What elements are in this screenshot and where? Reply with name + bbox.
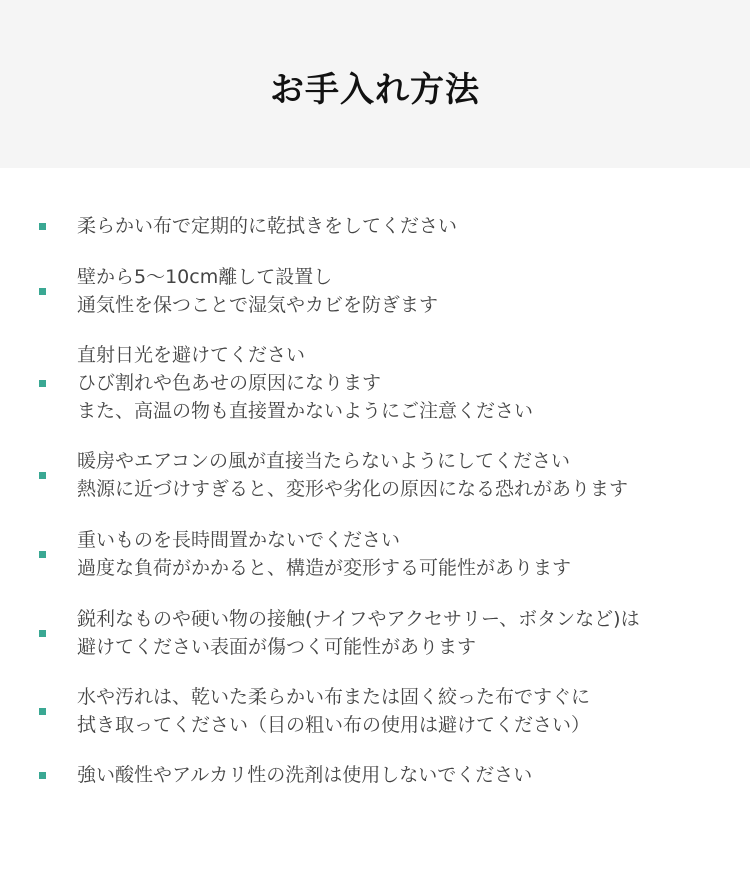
list-item-line: ひび割れや色あせの原因になります: [77, 372, 382, 394]
bullet-icon: [39, 630, 46, 637]
list-item-text: [77, 605, 640, 661]
list-item-line: 壁から5～10cm離して設置し: [77, 266, 333, 288]
bullet-icon: [39, 380, 46, 387]
list-item-line: 拭き取ってください（目の粗い布の使用は避けてください）: [77, 714, 591, 736]
list-item: [0, 526, 700, 582]
list-item-line: 避けてください表面が傷つく可能性があります: [77, 636, 477, 658]
list-item: [0, 341, 700, 425]
page-title: お手入れ方法: [270, 69, 480, 110]
bullet-icon: [39, 708, 46, 715]
list-item-text: [77, 683, 590, 739]
list-item-line: また、高温の物も直接置かないようにご注意ください: [77, 400, 534, 422]
list-item-text: [77, 263, 438, 319]
bullet-icon: [39, 772, 46, 779]
list-item-line: 通気性を保つことで湿気やカビを防ぎます: [77, 294, 439, 316]
list-item-line: 直射日光を避けてください: [77, 344, 306, 366]
bullet-icon: [39, 551, 46, 558]
list-item-line: 柔らかい布で定期的に乾拭きをしてください: [77, 215, 458, 237]
list-item-line: 水や汚れは、乾いた柔らかい布または固く絞った布ですぐに: [77, 686, 591, 708]
list-item-text: [77, 761, 532, 789]
list-item-text: [77, 447, 628, 503]
list-item: [0, 447, 700, 503]
list-item-line: 重いものを長時間置かないでください: [77, 529, 401, 551]
page-header: [0, 0, 750, 168]
bullet-icon: [39, 288, 46, 295]
list-item-line: 熱源に近づけすぎると、変形や劣化の原因になる恐れがあります: [77, 478, 629, 500]
list-item: [0, 212, 700, 240]
list-item-text: [77, 526, 571, 582]
list-item-line: 過度な負荷がかかると、構造が変形する可能性があります: [77, 557, 572, 579]
list-item-text: [77, 341, 533, 425]
bullet-icon: [39, 223, 46, 230]
list-item-line: 暖房やエアコンの風が直接当たらないようにしてください: [77, 450, 571, 472]
bullet-icon: [39, 472, 46, 479]
list-item-line: 強い酸性やアルカリ性の洗剤は使用しないでください: [77, 764, 533, 786]
list-item: [0, 761, 700, 789]
list-item: [0, 263, 700, 319]
list-item: [0, 605, 700, 661]
list-item-text: [77, 212, 457, 240]
list-item-line: 鋭利なものや硬い物の接触(ナイフやアクセサリー、ボタンなど)は: [77, 608, 640, 630]
list-item: [0, 683, 700, 739]
